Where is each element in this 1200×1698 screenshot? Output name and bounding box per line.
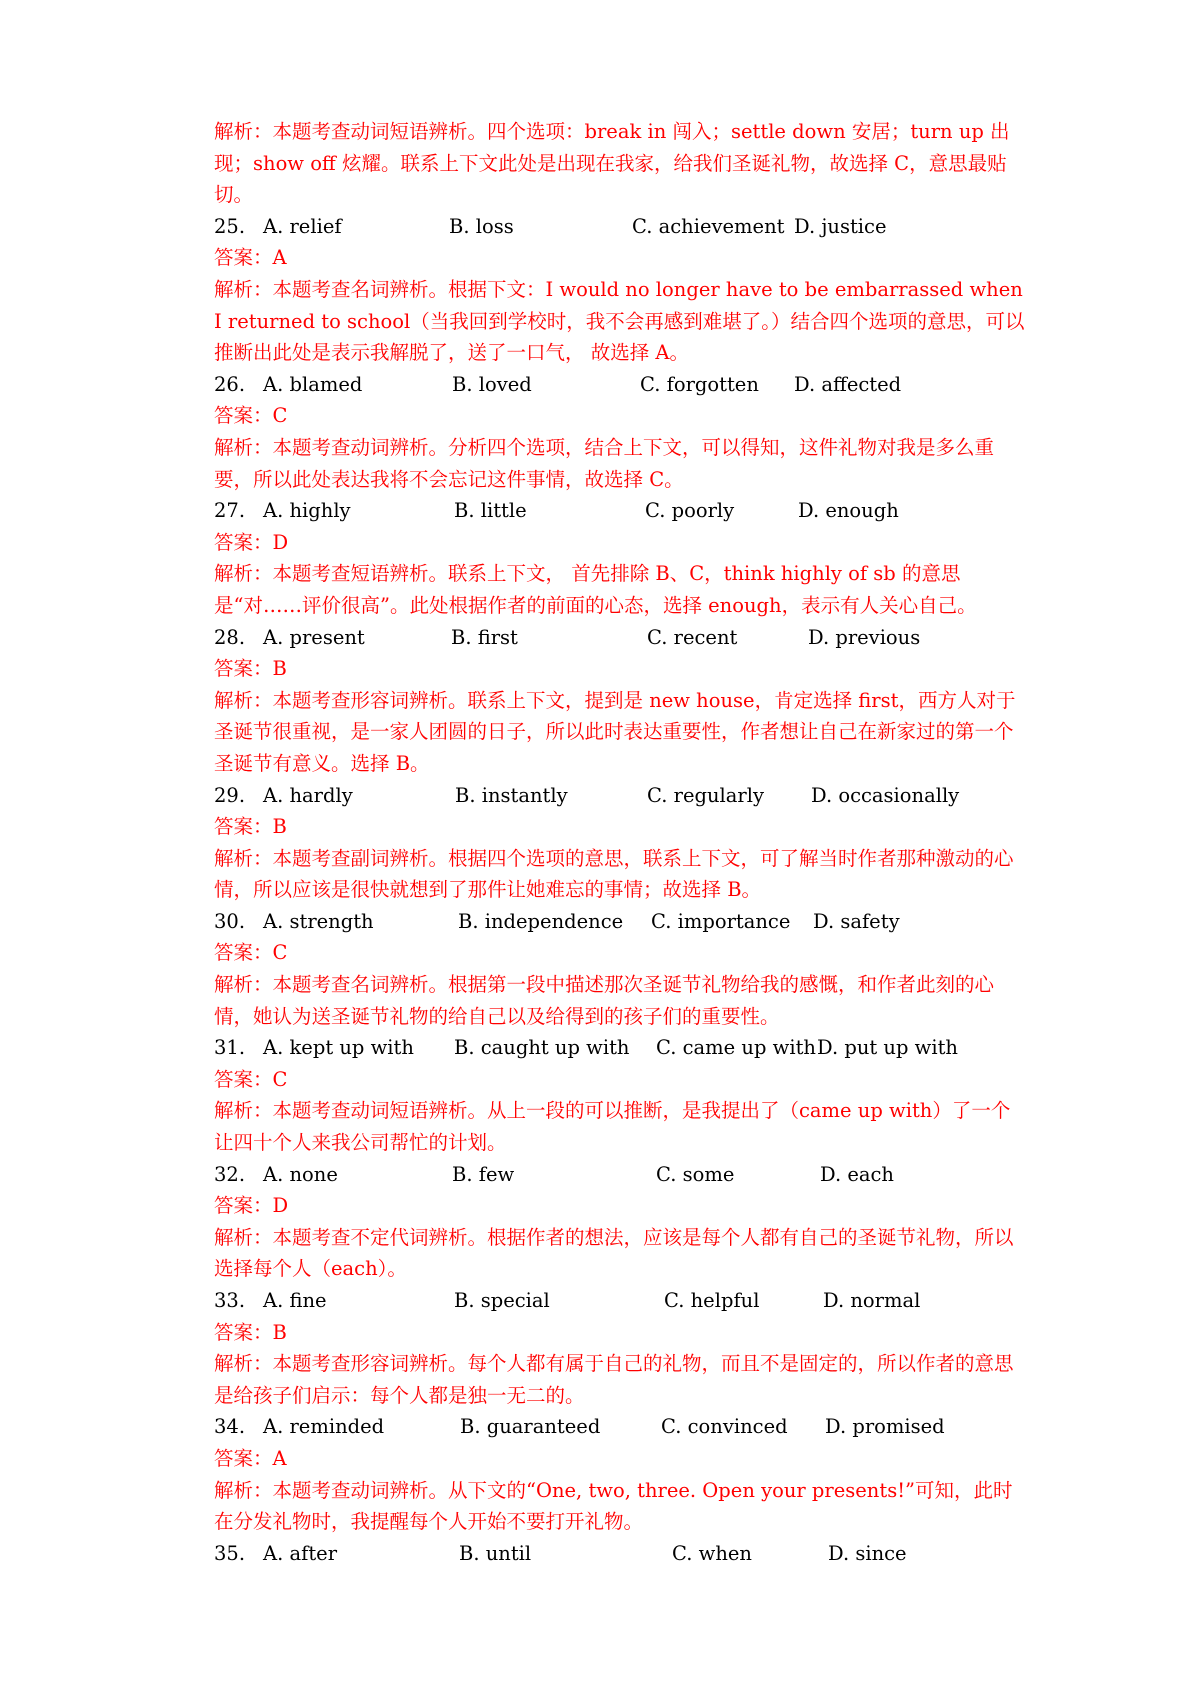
option-b: B. until <box>459 1541 532 1565</box>
question-number: 33. <box>214 1289 246 1313</box>
question-28 <box>214 622 1026 654</box>
analysis-28: 解析：本题考查形容词辨析。联系上下文，提到是 new house，肯定选择 first，西方人对于圣诞节很重视，是一家人团圆的日子，所以此时表达重要性，作者想让自己在新家过的第一个圣诞节有意义。选择 B。 <box>214 688 1016 775</box>
option-a: A. after <box>263 1541 338 1565</box>
question-number: 28. <box>214 625 246 649</box>
question-30 <box>214 906 1026 938</box>
analysis-25: 解析：本题考查名词辨析。根据下文：I would no longer have to be embarrassed when I returned to school（当我回到学校时，我不会再感到难堪了。）结合四个选项的意思，可以推断出此处是表示我解脱了，送了一口气， 故选择 A。 <box>214 277 1025 365</box>
option-a: A. present <box>263 625 365 649</box>
option-c: C. some <box>656 1162 735 1186</box>
answer-28: 答案：B <box>214 657 287 681</box>
question-number: 29. <box>214 783 246 807</box>
option-b: B. caught up with <box>454 1036 630 1060</box>
answer-27: 答案：D <box>214 530 289 554</box>
option-c: C. convinced <box>661 1415 788 1439</box>
option-b: B. first <box>451 625 518 649</box>
option-b: B. few <box>452 1162 515 1186</box>
option-d: D. each <box>820 1162 894 1186</box>
answer-34: 答案：A <box>214 1446 287 1470</box>
question-number: 30. <box>214 909 246 933</box>
option-d: D. occasionally <box>811 783 960 807</box>
option-c: C. poorly <box>645 499 735 523</box>
option-a: A. relief <box>263 214 342 238</box>
question-number: 26. <box>214 372 246 396</box>
option-a: A. highly <box>263 499 351 523</box>
option-a: A. none <box>263 1162 338 1186</box>
question-35 <box>214 1538 1026 1570</box>
option-b: B. loss <box>449 214 514 238</box>
answer-31: 答案：C <box>214 1067 288 1091</box>
option-d: D. justice <box>794 214 887 238</box>
answer-32: 答案：D <box>214 1194 289 1218</box>
analysis-31: 解析：本题考查动词短语辨析。从上一段的可以推断，是我提出了（came up with）了一个让四十个人来我公司帮忙的计划。 <box>214 1099 1011 1155</box>
option-b: B. independence <box>458 909 624 933</box>
question-number: 27. <box>214 499 246 523</box>
analysis-32: 解析：本题考查不定代词辨析。根据作者的想法，应该是每个人都有自己的圣诞节礼物，所以选择每个人（each）。 <box>214 1225 1014 1281</box>
option-d: D. normal <box>823 1289 921 1313</box>
question-number: 34. <box>214 1415 246 1439</box>
answer-30: 答案：C <box>214 941 288 965</box>
intro-analysis: 解析：本题考查动词短语辨析。四个选项：break in 闯入；settle down 安居；turn up 出现；show off 炫耀。联系上下文此处是出现在我家，给我们圣诞礼物，故选择 C，意思最贴切。 <box>214 120 1010 207</box>
option-c: C. forgotten <box>640 372 759 396</box>
answer-33: 答案：B <box>214 1320 287 1344</box>
option-c: C. when <box>672 1541 752 1565</box>
question-33 <box>214 1285 1026 1317</box>
analysis-33: 解析：本题考查形容词辨析。每个人都有属于自己的礼物，而且不是固定的，所以作者的意思是给孩子们启示：每个人都是独一无二的。 <box>214 1352 1014 1407</box>
option-d: D. enough <box>798 499 899 523</box>
analysis-30: 解析：本题考查名词辨析。根据第一段中描述那次圣诞节礼物给我的感慨，和作者此刻的心情，她认为送圣诞节礼物的给自己以及给得到的孩子们的重要性。 <box>214 973 995 1028</box>
option-a: A. strength <box>263 909 374 933</box>
question-number: 31. <box>214 1036 246 1060</box>
document-content <box>214 116 1026 1569</box>
answer-26: 答案：C <box>214 404 288 428</box>
question-34 <box>214 1411 1026 1443</box>
question-number: 25. <box>214 214 246 238</box>
question-number: 35. <box>214 1541 246 1565</box>
option-c: C. achievement <box>632 214 785 238</box>
option-a: A. blamed <box>263 372 363 396</box>
option-c: C. importance <box>651 909 791 933</box>
option-a: A. reminded <box>263 1415 385 1439</box>
option-a: A. kept up with <box>263 1036 414 1060</box>
option-c: C. regularly <box>647 783 764 807</box>
option-d: D. previous <box>808 625 921 649</box>
option-a: A. fine <box>263 1289 327 1313</box>
analysis-29: 解析：本题考查副词辨析。根据四个选项的意思，联系上下文，可了解当时作者那种激动的心情，所以应该是很快就想到了那件让她难忘的事情；故选择 B。 <box>214 846 1014 902</box>
option-b: B. special <box>454 1289 550 1313</box>
question-27 <box>214 495 1026 527</box>
question-26 <box>214 369 1026 401</box>
analysis-34: 解析：本题考查动词辨析。从下文的“One, two, three. Open your presents!”可知，此时在分发礼物时，我提醒每个人开始不要打开礼物。 <box>214 1478 1013 1534</box>
option-d: D. promised <box>825 1415 945 1439</box>
option-a: A. hardly <box>263 783 353 807</box>
option-d: D. put up with <box>817 1036 958 1060</box>
option-d: D. safety <box>813 909 900 933</box>
option-b: B. guaranteed <box>460 1415 601 1439</box>
analysis-26: 解析：本题考查动词辨析。分析四个选项，结合上下文，可以得知，这件礼物对我是多么重要，所以此处表达我将不会忘记这件事情，故选择 C。 <box>214 435 995 491</box>
answer-29: 答案：B <box>214 815 287 839</box>
option-b: B. instantly <box>455 783 568 807</box>
question-32 <box>214 1159 1026 1191</box>
answer-25: 答案：A <box>214 246 287 270</box>
analysis-27: 解析：本题考查短语辨析。联系上下文， 首先排除 B、C，think highly of sb 的意思是“对……评价很高”。此处根据作者的前面的心态，选择 enough，表示有人关心自己。 <box>214 562 977 617</box>
question-25 <box>214 211 1026 243</box>
option-b: B. loved <box>452 372 532 396</box>
question-31 <box>214 1032 1026 1064</box>
option-d: D. affected <box>794 372 902 396</box>
option-b: B. little <box>454 499 527 523</box>
question-29 <box>214 780 1026 812</box>
option-d: D. since <box>828 1541 907 1565</box>
option-c: C. came up with <box>656 1036 816 1060</box>
option-c: C. helpful <box>664 1289 760 1313</box>
option-c: C. recent <box>647 625 738 649</box>
question-number: 32. <box>214 1162 246 1186</box>
